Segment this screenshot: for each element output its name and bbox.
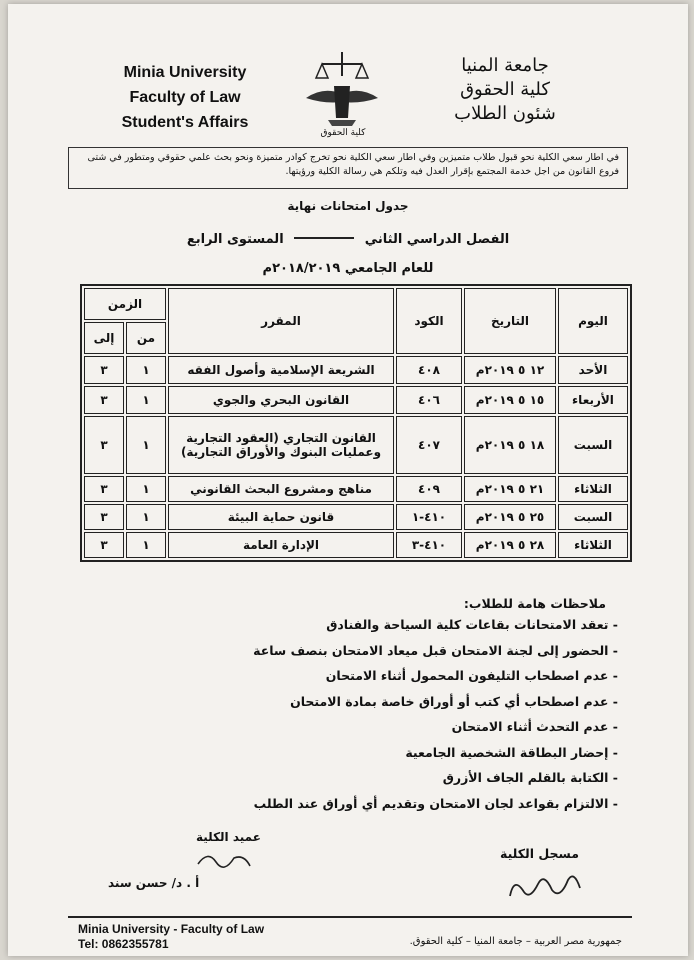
cell-date: ١٢ ٥ ٢٠١٩م	[464, 356, 556, 384]
cell-day: الثلاثاء	[558, 476, 628, 502]
registrar-title: مسجل الكلية	[500, 846, 580, 861]
col-header-to: إلى	[84, 322, 124, 354]
col-header-from: من	[126, 322, 166, 354]
col-header-date: التاريخ	[464, 288, 556, 354]
document-page	[8, 4, 688, 956]
emblem-caption: كلية الحقوق	[320, 128, 366, 138]
title-dash-divider	[294, 237, 354, 239]
table-row	[84, 476, 628, 502]
footer-en-line1: Minia University - Faculty of Law	[78, 922, 265, 936]
cell-course: مناهج ومشروع البحث القانوني	[168, 476, 394, 502]
cell-day: الأربعاء	[558, 386, 628, 414]
col-header-course: المقرر	[168, 288, 394, 354]
cell-code: ٤٠٦	[396, 386, 462, 414]
cell-from: ١	[126, 476, 166, 502]
list-item: - عدم اصطحاب التليفون المحمول أثناء الامتحان	[138, 663, 618, 689]
cell-course: القانون البحري والجوي	[168, 386, 394, 414]
table-row	[84, 386, 628, 414]
header-en-department: Student's Affairs	[121, 114, 249, 131]
cell-day: الثلاثاء	[558, 532, 628, 558]
cell-from: ١	[126, 416, 166, 474]
cell-from: ١	[126, 532, 166, 558]
table-row	[84, 356, 628, 384]
list-item: - الالتزام بقواعد لجان الامتحان وتقديم أي أوراق عند الطلب	[138, 791, 618, 817]
cell-date: ٢١ ٥ ٢٠١٩م	[464, 476, 556, 502]
cell-to: ٣	[84, 386, 124, 414]
header-ar-department: شئون الطلاب	[454, 103, 556, 124]
dean-name: أ . د/ حسن سند	[108, 876, 200, 890]
header-ar-faculty: كلية الحقوق	[460, 79, 550, 100]
cell-course: الإدارة العامة	[168, 532, 394, 558]
cell-to: ٣	[84, 356, 124, 384]
cell-to: ٣	[84, 416, 124, 474]
cell-course: قانون حماية البيئة	[168, 504, 394, 530]
footer-divider	[68, 916, 632, 918]
header-en-university: Minia University	[123, 64, 247, 81]
schedule-title: جدول امتحانات نهاية	[287, 199, 409, 213]
cell-day: السبت	[558, 504, 628, 530]
col-header-code: الكود	[396, 288, 462, 354]
cell-to: ٣	[84, 504, 124, 530]
cell-to: ٣	[84, 476, 124, 502]
cell-code: ٤٠٧	[396, 416, 462, 474]
cell-to: ٣	[84, 532, 124, 558]
cell-day: السبت	[558, 416, 628, 474]
exam-schedule-table	[80, 284, 632, 562]
list-item: - تعقد الامتحانات بقاعات كلية السياحة والفنادق	[138, 612, 618, 638]
semester-label: الفصل الدراسي الثاني	[364, 232, 510, 247]
table-row	[84, 532, 628, 558]
cell-code: ٤٠٩	[396, 476, 462, 502]
notes-list	[138, 612, 618, 816]
cell-code: ٤١٠-٣	[396, 532, 462, 558]
header-arabic	[430, 54, 580, 126]
academic-year: للعام الجامعي ٢٠١٨/٢٠١٩م	[262, 261, 434, 276]
cell-date: ٢٨ ٥ ٢٠١٩م	[464, 532, 556, 558]
mission-statement: في اطار سعي الكلية نحو قبول طلاب متميزين وفي اطار سعي الكلية نحو تخرج كوادر متميزة ونحو بحث علمي حقوقي ومتطور في شتى فروع القانون من اجل خدمة المجتمع بإقرار العدل فيه وتلكم هي رسالة الكلية ورؤيتها.	[68, 147, 628, 189]
cell-code: ٤٠٨	[396, 356, 462, 384]
header-english	[100, 60, 270, 135]
table-row	[84, 416, 628, 474]
cell-from: ١	[126, 504, 166, 530]
schedule-subtitle	[8, 232, 688, 247]
dean-title: عميد الكلية	[196, 830, 261, 844]
dean-signature-icon	[194, 846, 254, 872]
cell-from: ١	[126, 356, 166, 384]
cell-course: الشريعة الإسلامية وأصول الفقه	[168, 356, 394, 384]
table-row	[84, 504, 628, 530]
col-header-day: اليوم	[558, 288, 628, 354]
cell-date: ٢٥ ٥ ٢٠١٩م	[464, 504, 556, 530]
header-en-faculty: Faculty of Law	[129, 89, 241, 106]
col-header-time: الزمن	[84, 288, 166, 320]
footer-arabic: جمهورية مصر العربية – جامعة المنيا – كلية الحقوق.	[409, 936, 622, 947]
list-item: - إحضار البطاقة الشخصية الجامعية	[138, 740, 618, 766]
list-item: - عدم اصطحاب أي كتب أو أوراق خاصة بمادة الامتحان	[138, 689, 618, 715]
footer-english	[78, 922, 264, 952]
registrar-signature-icon	[504, 866, 584, 906]
cell-date: ١٨ ٥ ٢٠١٩م	[464, 416, 556, 474]
list-item: - الكتابة بالقلم الجاف الأزرق	[138, 765, 618, 791]
cell-code: ٤١٠-١	[396, 504, 462, 530]
cell-from: ١	[126, 386, 166, 414]
course-line: وعمليات البنوك والأوراق التجارية)	[180, 445, 382, 459]
footer-en-phone: Tel: 0862355781	[78, 937, 169, 951]
cell-course	[168, 416, 394, 474]
course-line: القانون التجاري (العقود التجارية	[186, 431, 376, 445]
notes-heading: ملاحظات هامة للطلاب:	[463, 596, 606, 611]
header-ar-university: جامعة المنيا	[461, 55, 549, 76]
level-label: المستوى الرابع	[186, 232, 284, 247]
list-item: - عدم التحدث أثناء الامتحان	[138, 714, 618, 740]
cell-day: الأحد	[558, 356, 628, 384]
list-item: - الحضور إلى لجنة الامتحان قبل ميعاد الامتحان بنصف ساعة	[138, 638, 618, 664]
cell-date: ١٥ ٥ ٢٠١٩م	[464, 386, 556, 414]
